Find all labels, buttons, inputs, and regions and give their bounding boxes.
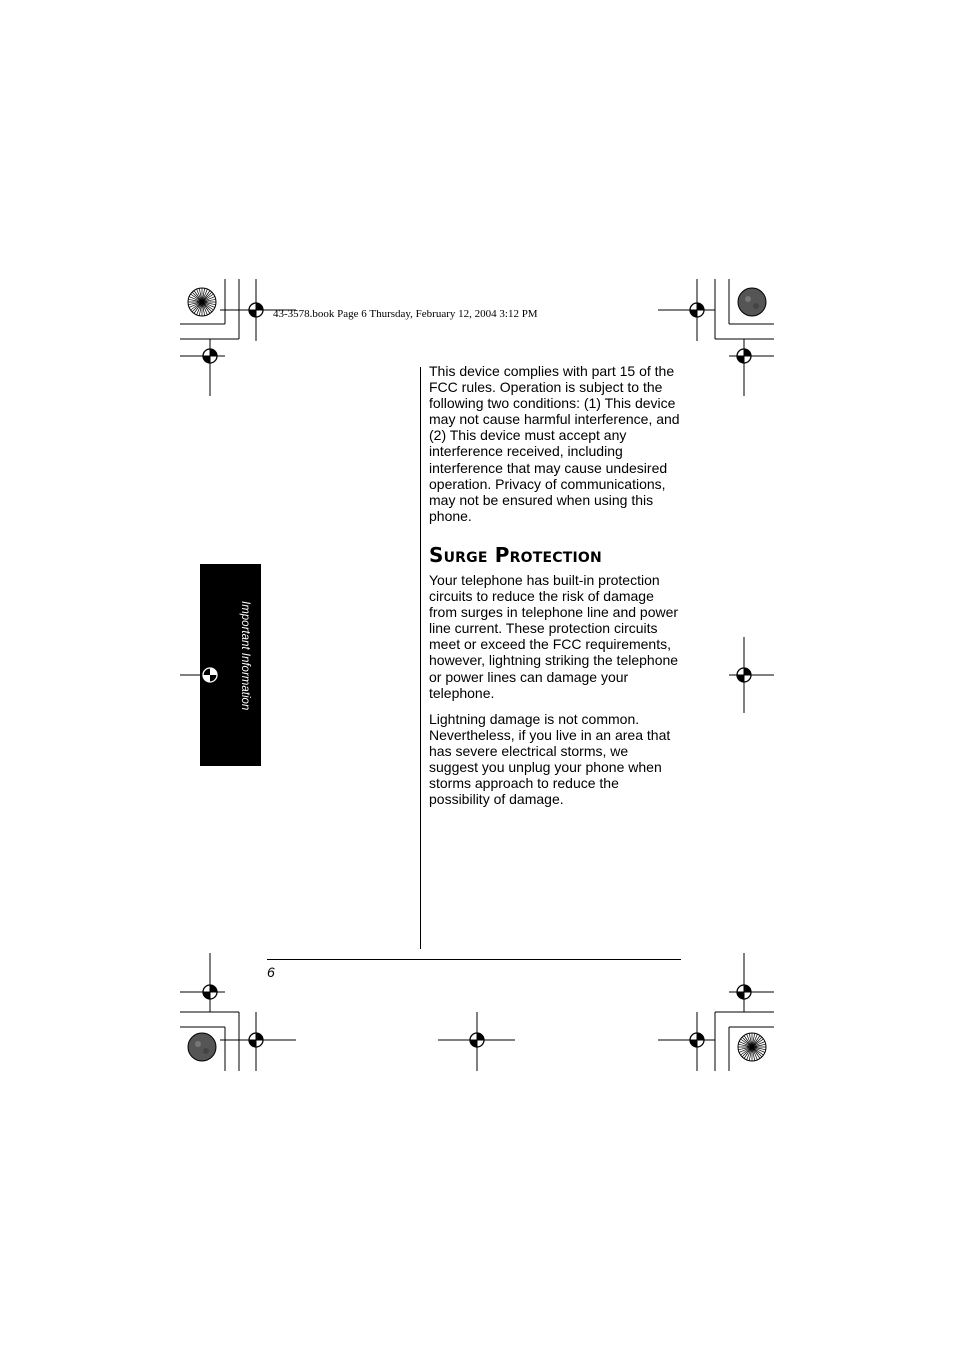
footer-rule (267, 959, 681, 960)
surge-protection-paragraph: Your telephone has built-in protection circuits to reduce the risk of damage from surges in telephone line and power line current. These protection circuits meet or exceed the FCC requirements, however, lightning striking the telephone or power lines can damage your telephone. (429, 572, 679, 701)
lightning-damage-paragraph: Lightning damage is not common. Nevertheless, if you live in an area that has severe electrical storms, we suggest you unplug your phone when storms approach to reduce the possibility of damage. (429, 711, 671, 808)
side-tab-label: Important Information (239, 601, 251, 711)
book-slug: 43-3578.book Page 6 Thursday, February 12, 2004 3:12 PM (273, 308, 538, 320)
fcc-compliance-paragraph: This device complies with part 15 of the FCC rules. Operation is subject to the following two conditions: (1) This device may not cause harmful interference, and (2) This device must accept any interference received, including interference that may cause undesired operation. Privacy of communications, may not be ensured when using this phone. (429, 363, 680, 524)
page-number: 6 (267, 964, 275, 980)
section-heading: Surge Protection (429, 543, 602, 567)
side-tab (200, 564, 261, 766)
column-rule (420, 367, 421, 949)
